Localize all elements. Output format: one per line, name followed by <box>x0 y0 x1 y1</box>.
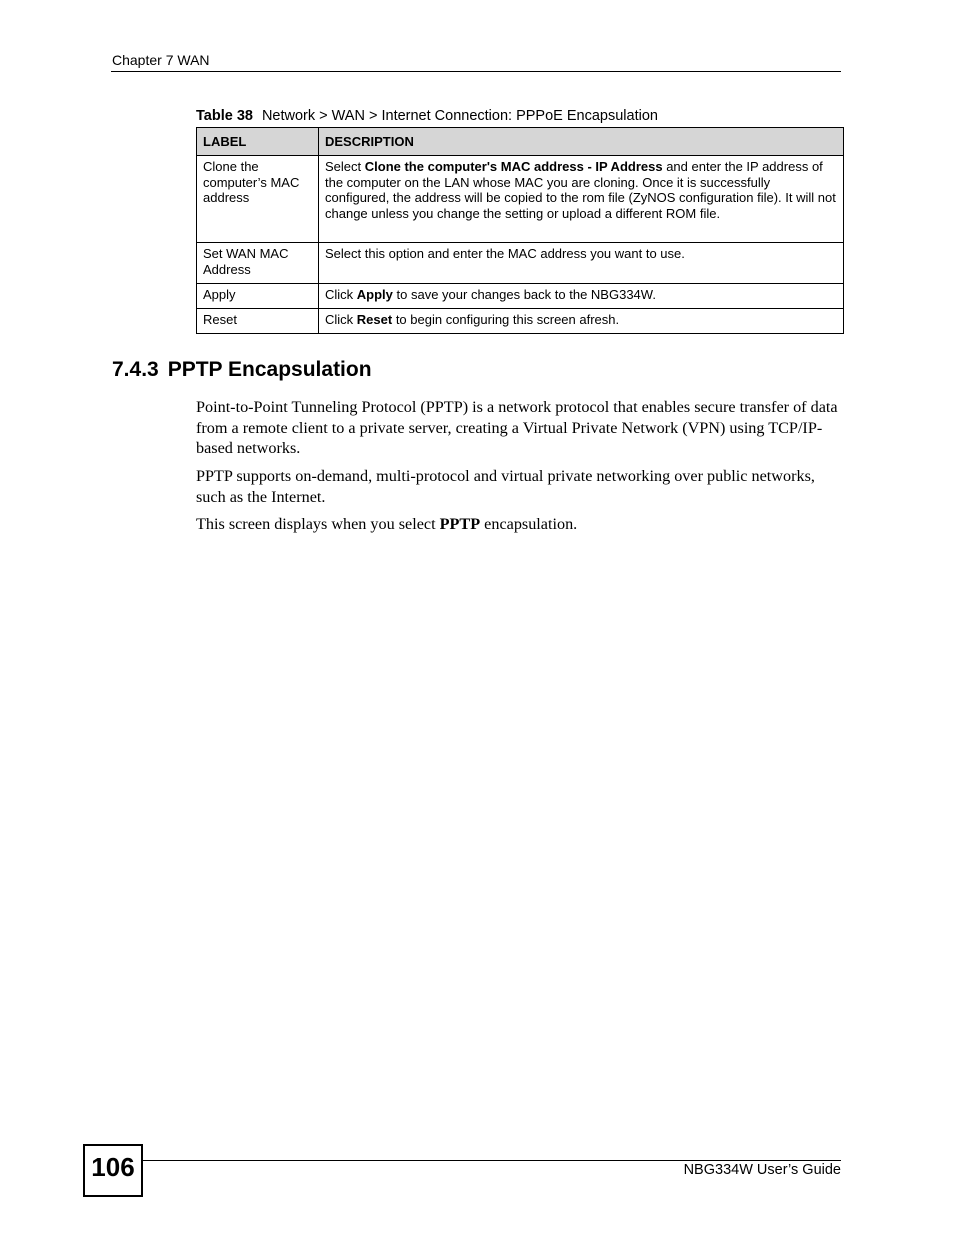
chapter-header: Chapter 7 WAN <box>112 52 210 68</box>
desc-emphasis: Clone the computer's MAC address - IP Address <box>364 159 663 174</box>
desc-text: to save your changes back to the NBG334W. <box>392 287 656 302</box>
table-row <box>197 156 844 243</box>
page-number-box <box>83 1144 143 1197</box>
paragraph-text: encapsulation. <box>480 515 578 533</box>
body-paragraph: Point-to-Point Tunneling Protocol (PPTP) is a network protocol that enables secure transfer of data from a remote client to a private server, creating a Virtual Private Network (VPN) using TCP/IP-based networks. <box>196 398 838 457</box>
header-divider <box>111 71 841 72</box>
column-header-label: LABEL <box>197 128 319 156</box>
table-header-row <box>197 128 844 156</box>
row-description <box>319 243 844 284</box>
table-row <box>197 309 844 334</box>
table-caption <box>196 108 658 124</box>
row-description <box>319 284 844 309</box>
table-row <box>197 243 844 284</box>
page-number: 106 <box>91 1152 135 1182</box>
guide-title: NBG334W User’s Guide <box>683 1162 841 1178</box>
table-caption-label: Table 38 <box>196 108 253 124</box>
pppoe-settings-table <box>196 127 844 334</box>
body-paragraph: PPTP supports on-demand, multi-protocol and virtual private networking over public networks, such as the Internet. <box>196 467 815 506</box>
desc-emphasis: Apply <box>356 287 393 302</box>
section-heading <box>112 358 372 382</box>
paragraph-text: This screen displays when you select <box>196 515 440 533</box>
row-label: Apply <box>197 284 319 309</box>
desc-text: Select <box>325 159 365 174</box>
row-description <box>319 156 844 243</box>
desc-text: Click <box>325 287 357 302</box>
desc-text: Click <box>325 312 357 327</box>
footer-divider <box>141 1160 841 1161</box>
body-paragraph <box>196 514 846 535</box>
table-caption-text: Network > WAN > Internet Connection: PPPoE Encapsulation <box>261 108 658 124</box>
desc-emphasis: Reset <box>356 312 393 327</box>
section-title: PPTP Encapsulation <box>167 358 372 381</box>
row-label: Clone the computer’s MAC address <box>197 156 319 243</box>
row-description <box>319 309 844 334</box>
table-row <box>197 284 844 309</box>
section-number: 7.4.3 <box>112 358 159 381</box>
paragraph-emphasis: PPTP <box>439 515 481 533</box>
row-label: Set WAN MAC Address <box>197 243 319 284</box>
desc-text: Select this option and enter the MAC address you want to use. <box>325 246 685 261</box>
desc-text: and enter the IP address of the computer on the LAN whose MAC you are cloning. Once it is successfully configured, the address will be copied to the rom file (ZyNOS configuration file). It will not change unless you change the setting or upload a different ROM file. <box>325 159 836 221</box>
row-label: Reset <box>197 309 319 334</box>
desc-text: to begin configuring this screen afresh. <box>392 312 620 327</box>
column-header-description: DESCRIPTION <box>319 128 844 156</box>
